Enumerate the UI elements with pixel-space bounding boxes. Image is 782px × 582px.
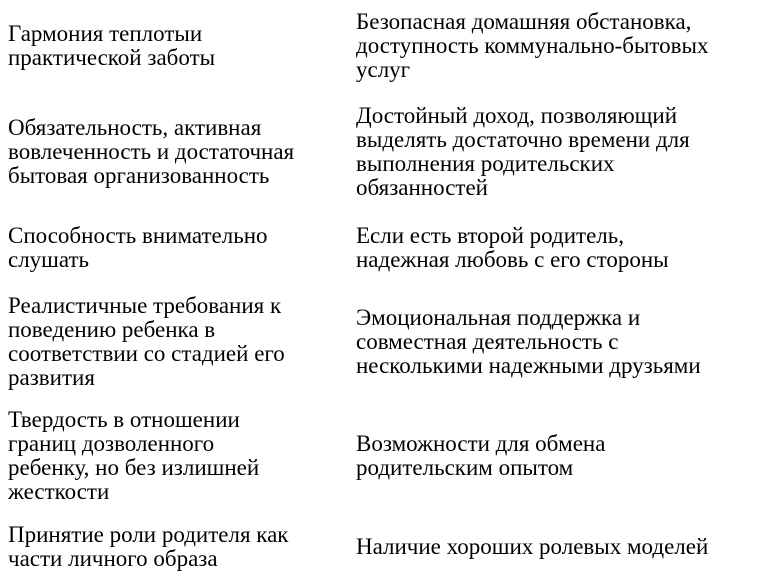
left-cell: Гармония теплотыи практической заботы [8,21,216,70]
left-cell: Обязательность, активная вовлеченность и достаточная бытовая организованность [8,115,295,188]
right-cell: Возможности для обмена родительским опытом [356,431,606,480]
table-row [0,400,782,512]
table-row [0,284,782,400]
table-row [0,92,782,212]
left-cell: Способность внимательно слушать [8,223,268,272]
left-cell: Реалистичные требования к поведению ребенка в соответствии со стадией его развития [8,293,285,390]
right-cell: Достойный доход, позволяющий выделять достаточно времени для выполнения родительских обязанностей [356,103,690,200]
table-row [0,0,782,92]
right-cell: Безопасная домашняя обстановка, доступность коммунально-бытовых услуг [356,9,709,82]
left-cell: Принятие роли родителя как части личного образа [8,522,289,571]
right-cell: Эмоциональная поддержка и совместная деятельность с несколькими надежными друзьями [356,305,701,378]
table-row [0,512,782,582]
right-cell: Наличие хороших ролевых моделей [356,534,709,559]
left-cell: Твердость в отношении границ дозволенного ребенку, но без излишней жесткости [8,407,260,504]
right-cell: Если есть второй родитель, надежная любовь с его стороны [356,223,669,272]
table-row [0,212,782,284]
